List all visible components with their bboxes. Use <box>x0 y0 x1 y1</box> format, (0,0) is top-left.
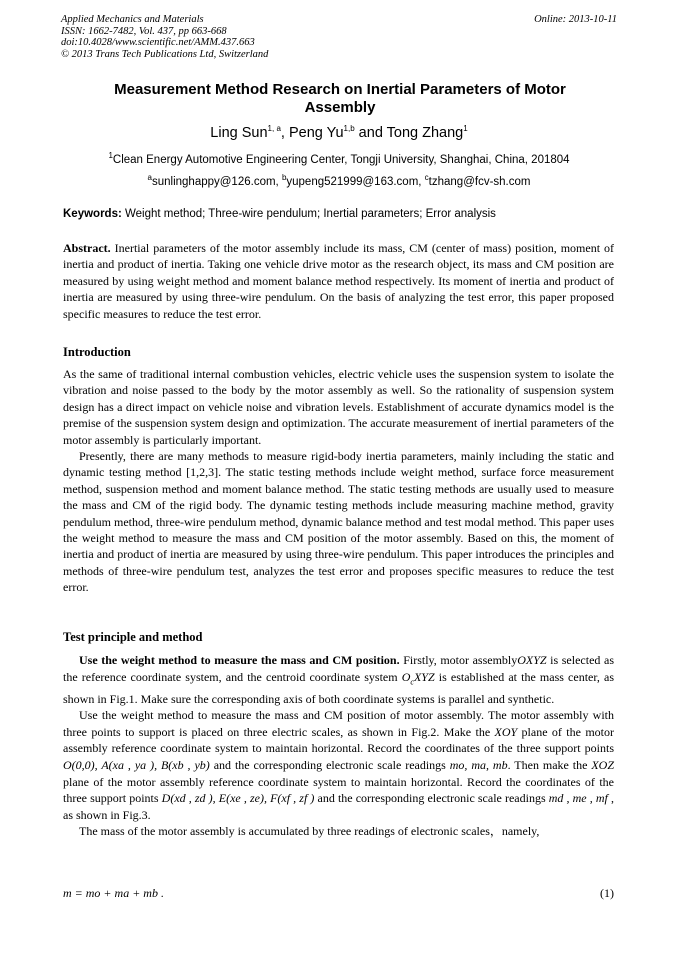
equation-number: (1) <box>600 886 614 900</box>
affiliation-sup: 1 <box>108 151 113 160</box>
paragraph: Presently, there are many methods to measure rigid-body inertia parameters, mainly including the static and dynamic testing method [1,2,3]. The static testing methods include weight method, surface force measurement method, suspension method and moment balance method. The static testing methods are usually used to measure the mass and CM of the rigid body. The dynamic testing methods include measuring machine method, gravity pendulum method, three-wire pendulum method, dynamic balance method and test modal method. This paper uses the weight method to measure the mass and CM position of the motor assembly. Based on this, the moment of inertia and product of inertia are measured by using three-wire pendulum. This paper introduces the principles and methods of three-wire pendulum test, analyzes the test error and proposes specific measures to reduce the test error. <box>63 449 614 595</box>
author-emails <box>61 173 617 188</box>
email-sup: b <box>281 173 287 182</box>
keywords <box>63 208 615 220</box>
doi-line: doi:10.4028/www.scientific.net/AMM.437.663 <box>61 37 255 48</box>
math: md , me , mf <box>548 791 608 806</box>
issn-line: ISSN: 1662-7482, Vol. 437, pp 663-668 <box>61 25 227 37</box>
journal-name: Applied Mechanics and Materials <box>61 14 204 25</box>
paragraph <box>63 707 614 823</box>
keywords-label: Keywords: <box>63 208 122 220</box>
math: O(0,0), A(xa , ya ), B(xb , yb) <box>63 757 210 772</box>
author-name: Ling Sun <box>210 124 268 141</box>
paragraph <box>63 652 614 707</box>
math: mo, ma, mb <box>449 757 508 772</box>
math: D(xd , zd ), E(xe , ze), F(xf , zf ) <box>161 791 315 806</box>
text-run: plane of the motor assembly reference coordinate system to maintain horizontal. Record the coordinates of the three support points <box>63 724 614 756</box>
text-run: is selected as the reference coordinate system, and the centroid coordinate system <box>63 653 614 684</box>
text-run: Firstly, motor assembly <box>399 653 518 667</box>
author-sep: and <box>354 124 387 141</box>
author-list <box>61 124 617 141</box>
keywords-text: Weight method; Three-wire pendulum; Inertial parameters; Error analysis <box>121 208 496 220</box>
math: O <box>401 669 411 684</box>
math: OXYZ <box>517 653 547 667</box>
math-sub: c <box>410 676 414 686</box>
text-run: Use the weight method to measure the mass and CM position of motor assembly. The motor assembly with three points to support is placed on three electric scales, as shown in Fig.2. Make the <box>63 708 614 739</box>
math: XOZ <box>591 757 615 772</box>
author-name: Peng Yu <box>288 124 344 141</box>
email-link[interactable]: tzhang@fcv-sh.com <box>428 175 531 188</box>
equation-text: m = mo + ma + mb . <box>63 886 164 900</box>
journal-header <box>61 14 617 60</box>
equation-1 <box>63 886 614 901</box>
author-sep: , <box>280 124 289 141</box>
affiliation <box>61 151 617 166</box>
abstract <box>63 240 614 322</box>
math: XYZ <box>413 669 435 684</box>
subsection-lead: Use the weight method to measure the mass and CM position. <box>79 653 400 667</box>
email-link[interactable]: sunlinghappy@126.com, <box>151 175 282 188</box>
author-sup: 1 <box>463 124 468 133</box>
copyright-line: © 2013 Trans Tech Publications Ltd, Switzerland <box>61 48 269 60</box>
paragraph: The mass of the motor assembly is accumulated by three readings of electronic scales，namely, <box>79 824 540 839</box>
text-run: is established at the mass center, as shown in Fig.1. Make sure the corresponding axis of both coordinate systems is parallel and synthetic. <box>63 669 614 706</box>
email-link[interactable]: yupeng521999@163.com, <box>286 175 425 188</box>
introduction-body <box>63 366 614 596</box>
paragraph: As the same of traditional internal combustion vehicles, electric vehicle uses the suspension system to isolate the vibration and noise passed to the body by the motor assembly as well. So the rationality of suspension system design has a direct impact on vehicle noise and vibration levels. Establishment of accurate dynamics model is the premise of the suspension system design and optimization. The accurate measurement of inertial parameters of the motor assembly is particularly important. <box>63 367 614 447</box>
section-heading-principle: Test principle and method <box>63 630 203 644</box>
abstract-text: Inertial parameters of the motor assembly include its mass, CM (center of mass) position, moment of inertia and product of inertia. Taking one vehicle drive motor as the research object, its mass and CM position are measured by using weight method and moment balance method respectively. Its moment of inertia and product of inertia are measured by using three-wire pendulum. On the basis of analyzing the test error, this paper proposed specific measures to reduce the test error. <box>63 241 614 321</box>
affiliation-text: Clean Energy Automotive Engineering Center, Tongji University, Shanghai, China, 201804 <box>112 153 570 166</box>
text-run: . Then make the <box>507 757 592 772</box>
online-date: Online: 2013-10-11 <box>534 14 617 25</box>
author-name: Tong Zhang <box>386 124 464 141</box>
author-sup: 1,b <box>343 124 355 133</box>
abstract-label: Abstract. <box>63 241 111 255</box>
email-sup: c <box>424 173 429 182</box>
principle-body <box>63 652 614 840</box>
section-heading-introduction: Introduction <box>63 345 131 359</box>
text-run: and the corresponding electronic scale readings <box>314 791 549 806</box>
text-run: and the corresponding electronic scale readings <box>209 757 450 772</box>
author-sup: 1, a <box>267 124 281 133</box>
text-run: , as shown in Fig.3. <box>63 791 614 822</box>
text-run: plane of the motor assembly reference coordinate system to maintain horizontal. Record the coordinates of the three support points <box>63 774 614 806</box>
paper-title: Measurement Method Research on Inertial Parameters of Motor Assembly <box>114 81 566 116</box>
math: XOY <box>494 724 518 739</box>
email-sup: a <box>147 173 152 182</box>
